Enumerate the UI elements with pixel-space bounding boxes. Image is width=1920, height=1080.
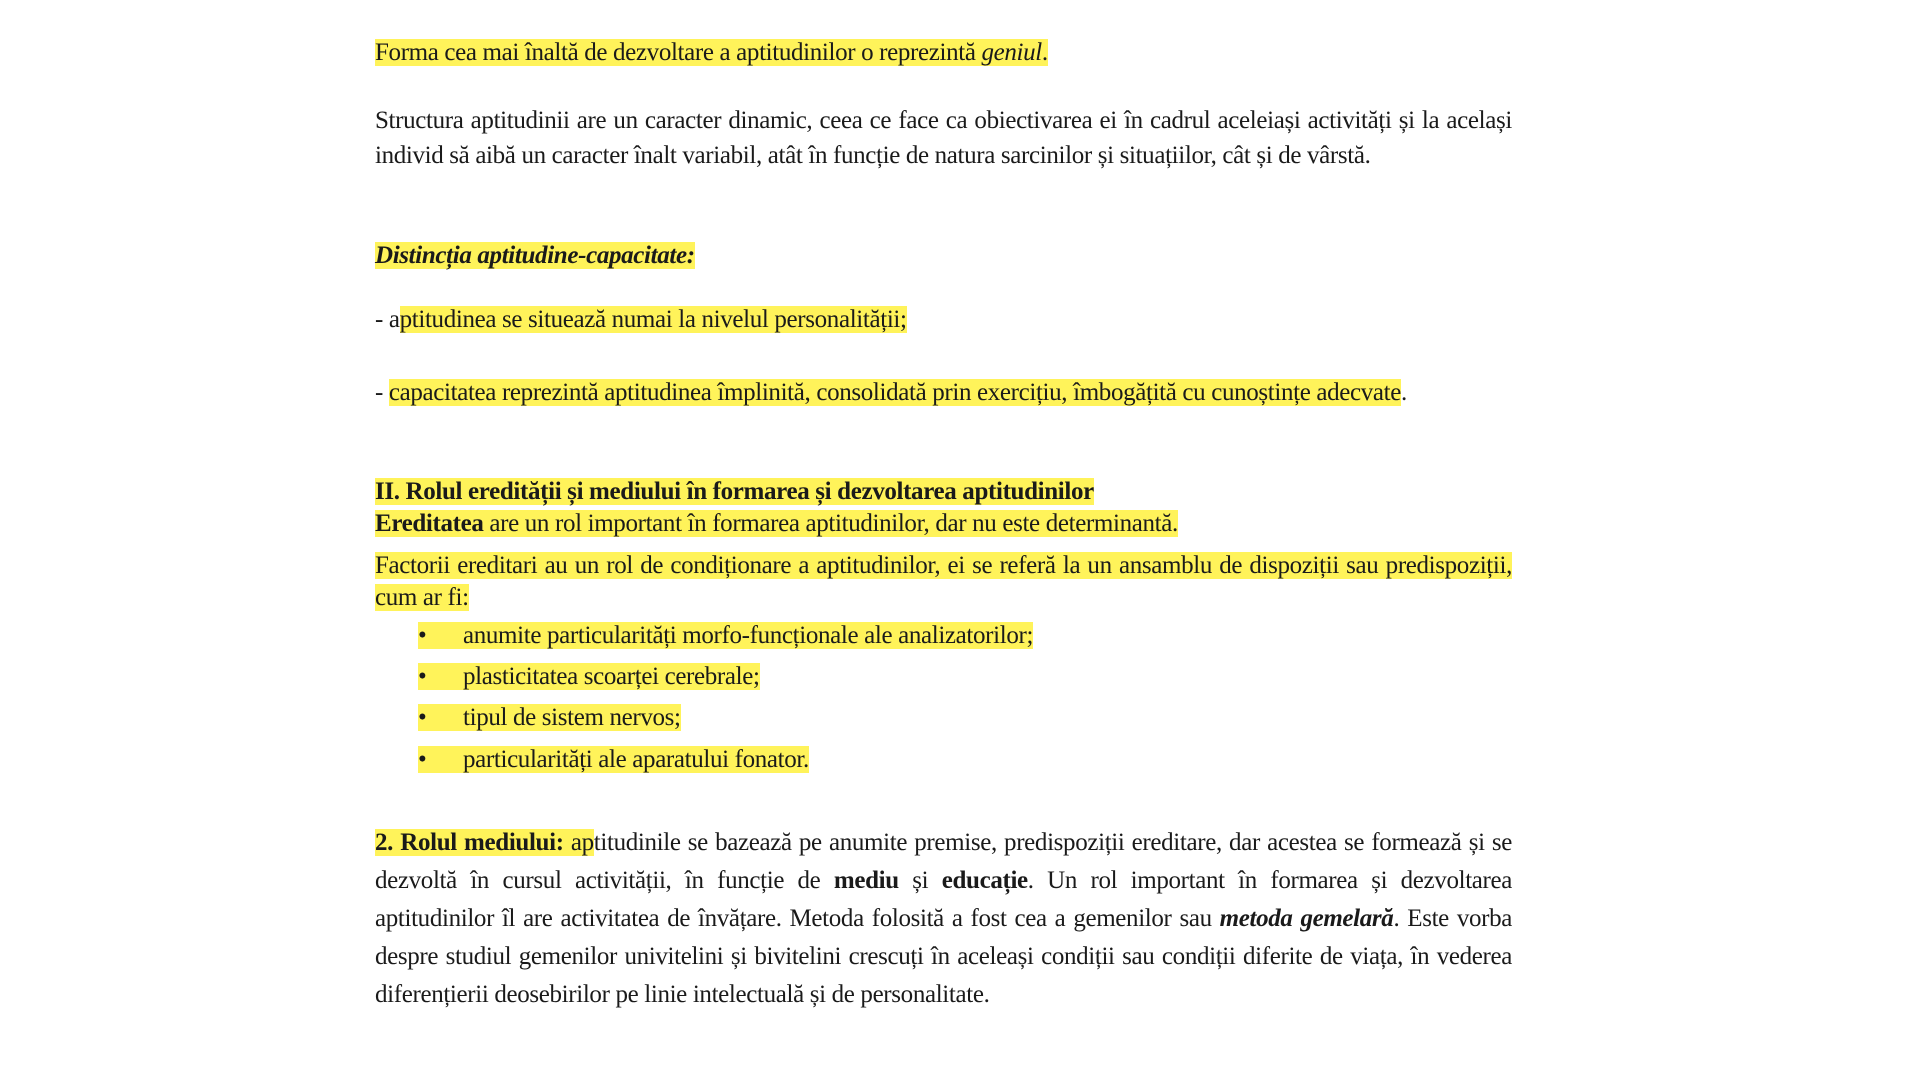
paragraph-structure: Structura aptitudinii are un caracter dinamic, ceea ce face ca obiectivarea ei în cadrul aceleiași activități și la același individ să aibă un caracter înalt variabil, atât în funcție de natura sarcinilor și situațiilor, cât și de vârstă. xyxy=(375,107,1512,169)
text: și xyxy=(898,867,942,894)
bullet-icon: • xyxy=(418,746,427,773)
list-item-text: tipul de sistem nervos; xyxy=(463,704,681,731)
bold-text: educație xyxy=(941,867,1028,894)
text: titudinile se bazează pe anumite premise, predispoziții ereditare, dar acestea se formează și se dezvoltă în cursul activității, în funcție de xyxy=(375,829,1513,894)
highlighted-text: ptitudinea se situează numai la nivelul personalității; xyxy=(399,306,907,333)
list-item-text: plasticitatea scoarței cerebrale; xyxy=(463,663,760,690)
section-heading xyxy=(375,476,1512,508)
text: . Este vorba despre studiul gemenilor univitelini și bivitelini crescuți în aceleași condiții sau condiții diferite de viața, în vederea diferențierii deosebirilor pe linie intelectuală și de personalitate. xyxy=(375,905,1513,1008)
highlighted-text: Factorii ereditari au un rol de condiționare a aptitudinilor, ei se referă la un ansamblu de dispoziții sau predispoziții, cum ar fi: xyxy=(375,552,1512,611)
paragraph-genius xyxy=(375,36,1512,70)
highlighted-text xyxy=(375,510,1178,537)
bold-highlighted-text: 2. Rolul mediului: xyxy=(375,829,571,856)
paragraph-factors xyxy=(375,550,1512,614)
paragraph-capacity xyxy=(375,377,1512,409)
list-item xyxy=(418,704,681,732)
list-item-text: particularități ale aparatului fonator. xyxy=(463,746,809,773)
heading-text: II. Rolul eredității și mediului în formarea și dezvoltarea aptitudinilor xyxy=(375,478,1094,505)
paragraph-aptitude xyxy=(375,303,1512,337)
text: . xyxy=(1401,379,1407,406)
text: are un rol important în formarea aptitudinilor, dar nu este determinantă. xyxy=(483,510,1178,537)
text: - xyxy=(375,379,389,406)
list-item xyxy=(418,622,1033,650)
list-item xyxy=(418,746,809,774)
subheading-distinction xyxy=(375,239,1512,273)
text: Forma cea mai înaltă de dezvoltare a aptitudinilor o reprezintă xyxy=(375,39,982,66)
bold-italic-text: metoda gemelară xyxy=(1219,905,1394,932)
list-item-text: anumite particularități morfo-funcționale ale analizatorilor; xyxy=(463,622,1034,649)
text: - a xyxy=(375,306,400,333)
bullet-icon: • xyxy=(418,663,427,690)
emphasis: geniul xyxy=(981,39,1042,66)
highlighted-text: capacitatea reprezintă aptitudinea împlinită, consolidată prin exercițiu, îmbogățită cu cunoștințe adecvate xyxy=(388,379,1402,406)
highlighted-text xyxy=(375,39,1048,66)
highlighted-text: ap xyxy=(570,829,594,856)
subheading-text: Distincția aptitudine-capacitate: xyxy=(375,242,695,269)
list-item xyxy=(418,663,760,691)
bullet-icon: • xyxy=(418,704,427,731)
text: . Un rol important în formarea și dezvoltarea aptitudinilor îl are activitatea de învățare. Metoda folosită a fost cea a gemenilor sau xyxy=(375,867,1513,932)
bold-text: mediu xyxy=(833,867,899,894)
text: . xyxy=(1041,39,1048,66)
paragraph-environment xyxy=(375,824,1512,1014)
paragraph-heredity xyxy=(375,508,1512,540)
bullet-icon: • xyxy=(418,622,427,649)
bold-text: Ereditatea xyxy=(375,510,484,537)
